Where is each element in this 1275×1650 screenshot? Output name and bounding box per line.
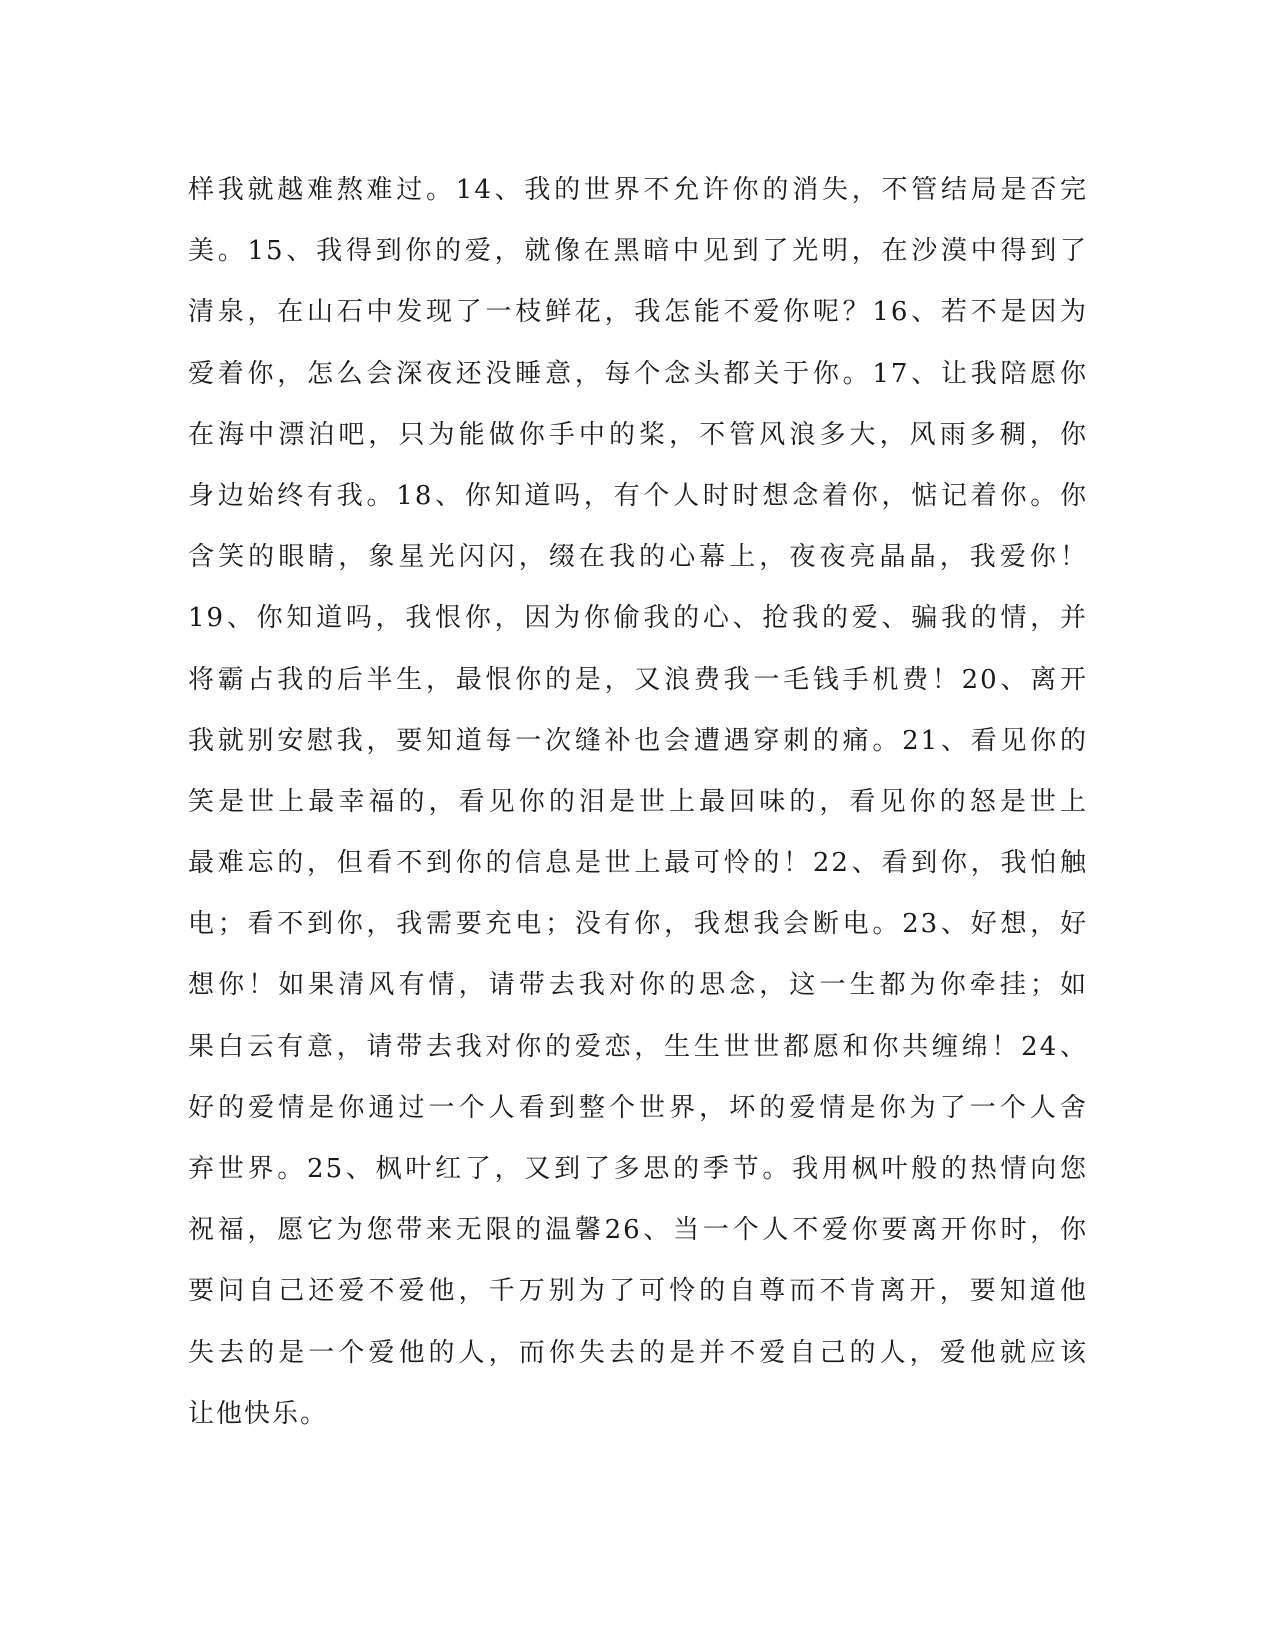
text-line: 含笑的眼睛，象星光闪闪，缀在我的心幕上，夜夜亮晶晶，我爱你！ [188,542,1088,573]
text-line: 将霸占我的后半生，最恨你的是，又浪费我一毛钱手机费！20、离开 [188,664,1088,695]
text-line: 笑是世上最幸福的，看见你的泪是世上最回味的，看见你的怒是世上 [188,786,1088,817]
text-line: 最难忘的，但看不到你的信息是世上最可怜的！22、看到你，我怕触 [188,848,1088,879]
text-line: 爱着你，怎么会深夜还没睡意，每个念头都关于你。17、让我陪愿你 [188,358,1088,389]
text-line: 祝福，愿它为您带来无限的温馨26、当一个人不爱你要离开你时，你 [188,1215,1088,1246]
text-line: 19、你知道吗，我恨你，因为你偷我的心、抢我的爱、骗我的情，并 [188,603,1088,634]
text-line: 样我就越难熬难过。14、我的世界不允许你的消失，不管结局是否完 [188,175,1088,205]
text-line: 要问自己还爱不爱他，千万别为了可怜的自尊而不肯离开，要知道他 [188,1276,1088,1307]
text-line: 美。15、我得到你的爱，就像在黑暗中见到了光明，在沙漠中得到了 [188,236,1088,267]
body-text [188,160,1088,1445]
text-line: 想你！如果清风有情，请带去我对你的思念，这一生都为你牵挂；如 [188,970,1088,1001]
text-line: 弃世界。25、枫叶红了，又到了多思的季节。我用枫叶般的热情向您 [188,1154,1088,1184]
text-line: 我就别安慰我，要知道每一次缝补也会遭遇穿刺的痛。21、看见你的 [188,725,1088,756]
text-line: 失去的是一个爱他的人，而你失去的是并不爱自己的人，爱他就应该 [188,1337,1088,1368]
text-line: 身边始终有我。18、你知道吗，有个人时时想念着你，惦记着你。你 [188,480,1088,511]
text-line: 电；看不到你，我需要充电；没有你，我想我会断电。23、好想，好 [188,909,1088,940]
text-line: 清泉，在山石中发现了一枝鲜花，我怎能不爱你呢？16、若不是因为 [188,297,1088,328]
text-line: 好的爱情是你通过一个人看到整个世界，坏的爱情是你为了一个人舍 [188,1092,1088,1123]
text-line: 在海中漂泊吧，只为能做你手中的桨，不管风浪多大，风雨多稠，你 [188,419,1088,450]
text-line: 果白云有意，请带去我对你的爱恋，生生世世都愿和你共缠绵！24、 [188,1031,1088,1062]
text-line: 让他快乐。 [188,1398,329,1429]
